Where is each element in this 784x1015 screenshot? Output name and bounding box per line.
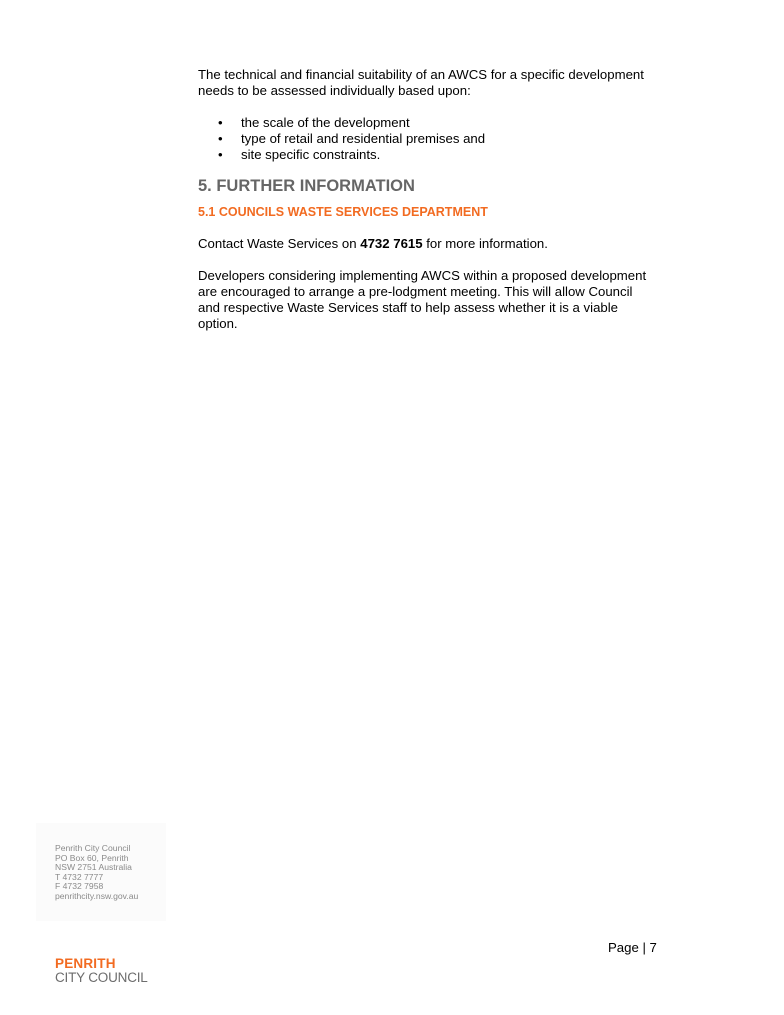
- footer-address-line: NSW 2751 Australia: [55, 862, 132, 873]
- logo-line-penrith: PENRITH: [55, 956, 116, 971]
- bullet-icon: •: [218, 147, 223, 162]
- document-body: [198, 67, 668, 332]
- developers-paragraph: [198, 268, 668, 332]
- page-number: Page | 7: [608, 940, 657, 955]
- intro-line-1: The technical and financial suitability of an AWCS for a specific development: [198, 67, 644, 82]
- contact-prefix: Contact Waste Services on: [198, 236, 361, 251]
- contact-suffix: for more information.: [422, 236, 548, 251]
- list-item: [198, 147, 668, 163]
- subsection-heading: 5.1 COUNCILS WASTE SERVICES DEPARTMENT: [198, 205, 488, 219]
- bullet-icon: •: [218, 131, 223, 146]
- intro-paragraph: [198, 67, 668, 99]
- bullet-icon: •: [218, 115, 223, 130]
- contact-phone: 4732 7615: [360, 236, 423, 251]
- list-item: [198, 131, 668, 147]
- council-logo: [55, 957, 148, 985]
- developers-line-3: and respective Waste Services staff to help assess whether it is a viable: [198, 300, 619, 315]
- list-item-text: site specific constraints.: [241, 147, 381, 162]
- section-heading: 5. FURTHER INFORMATION: [198, 177, 415, 195]
- developers-line-1: Developers considering implementing AWCS within a proposed development: [198, 268, 647, 283]
- developers-line-2: are encouraged to arrange a pre-lodgment meeting. This will allow Council: [198, 284, 633, 299]
- footer-address: [55, 844, 138, 902]
- footer-address-line: penrithcity.nsw.gov.au: [55, 890, 139, 901]
- list-item: [198, 115, 668, 131]
- list-item-text: type of retail and residential premises and: [241, 131, 486, 146]
- footer-address-line: F 4732 7958: [55, 881, 104, 892]
- list-item-text: the scale of the development: [241, 115, 410, 130]
- footer-address-line: T 4732 7777: [55, 871, 104, 882]
- intro-line-2: needs to be assessed individually based upon:: [198, 83, 471, 98]
- footer-address-line: Penrith City Council: [55, 843, 131, 853]
- logo-line-city-council: CITY COUNCIL: [55, 970, 148, 985]
- criteria-list: [198, 115, 668, 163]
- developers-line-4: option.: [198, 316, 238, 331]
- contact-paragraph: [198, 236, 668, 252]
- footer-address-line: PO Box 60, Penrith: [55, 852, 129, 863]
